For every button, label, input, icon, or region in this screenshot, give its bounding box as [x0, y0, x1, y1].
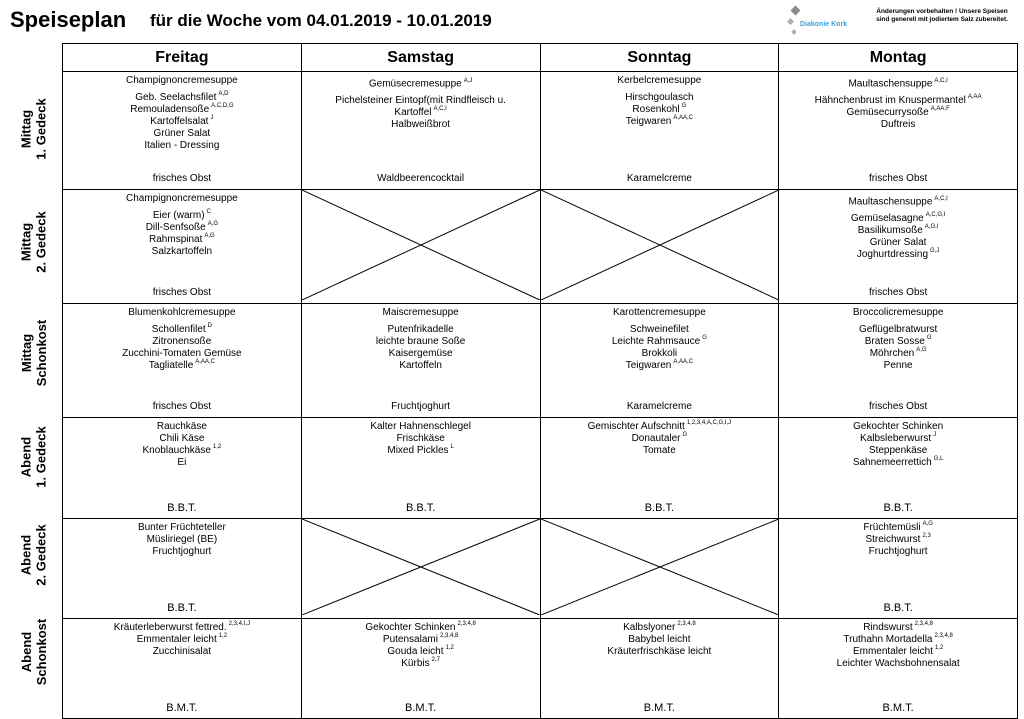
- day-header-row: [63, 44, 1018, 72]
- dish-item: Putenfrikadelle: [387, 324, 454, 335]
- dish-item: Grüner Salat: [869, 237, 927, 249]
- dish-item: Bunter Früchteteller: [137, 522, 226, 533]
- no-meal-cross: [302, 190, 540, 300]
- bread-label: B.B.T.: [405, 502, 436, 514]
- dish-item: Tagliatelle $^{A,AA,C}$: [148, 359, 215, 371]
- dish-item: Frischkäse: [396, 433, 445, 444]
- dish-item: Tomate: [642, 445, 676, 456]
- menu-cell: [779, 519, 1018, 619]
- dish-item: Chili Käse: [159, 433, 205, 444]
- allergen-code: G: [702, 335, 707, 341]
- dish-item: Kartoffelsalat $^J$: [150, 115, 214, 127]
- dessert-item: Karamelcreme: [626, 173, 692, 184]
- menu-cell: [301, 418, 540, 519]
- allergen-code: 2,3,4,8: [457, 621, 476, 627]
- menu-cell: [301, 619, 540, 719]
- allergen-code: A,G: [207, 221, 219, 227]
- allergen-code: 1,2: [212, 444, 222, 450]
- cross-out-icon: [302, 190, 540, 300]
- dish-item: Leichte Rahmsauce $^G$: [611, 335, 707, 347]
- dish-item: Streichwurst $^{2,3}$: [865, 533, 931, 545]
- dish-item: Steppenkäse: [868, 445, 928, 456]
- row-label: Abend Schonkost: [19, 618, 49, 685]
- dish-item: Gekochter Schinken: [853, 421, 944, 432]
- menu-cell: [540, 418, 779, 519]
- day-header-freitag: Freitag: [63, 44, 302, 72]
- bread-label: B.M.T.: [166, 702, 198, 714]
- logo-diamond-icon: [791, 29, 797, 35]
- allergen-code: 2,7: [431, 657, 440, 663]
- page-title: Speiseplan: [10, 7, 127, 32]
- allergen-code: A,C,I: [934, 78, 948, 84]
- allergen-code: A,AA,C: [195, 359, 215, 365]
- allergen-code: A,G: [204, 233, 215, 239]
- day-header-samstag: Samstag: [301, 44, 540, 72]
- row-label: Mittag Schonkost: [19, 319, 49, 386]
- dish-item: Ei: [177, 457, 187, 468]
- dish-item: Putensalami $^{2,3,4,8}$: [382, 633, 459, 645]
- dish-item: Donautaler $^G$: [631, 432, 688, 444]
- dessert-item: Fruchtjoghurt: [391, 401, 451, 412]
- menu-table: [62, 43, 1018, 719]
- menu-row: [63, 418, 1018, 519]
- dish-item: Joghurtdressing $^{G,J}$: [856, 248, 940, 261]
- dessert-item: frisches Obst: [868, 287, 928, 298]
- dish-item: Braten Sosse $^G$: [864, 335, 932, 347]
- allergen-code: G,L: [933, 456, 944, 462]
- dish-item: Müsliriegel (BE): [146, 534, 218, 545]
- dish-item: Hirschgoulasch: [625, 92, 694, 103]
- dish-item: Babybel leicht: [628, 634, 691, 645]
- soup-item: Maultaschensuppe $^{A,C,I}$: [848, 78, 948, 90]
- dish-item: Kräuterfrischkäse leicht: [607, 646, 712, 657]
- logo-diamond-icon: [787, 18, 794, 25]
- dish-item: Gemischter Aufschnitt $^{1,2,3,4,A,C,G,I,J}$: [587, 420, 732, 432]
- bread-label: B.B.T.: [167, 502, 197, 514]
- soup-item: Gemüsecremesuppe $^{A,J}$: [368, 78, 473, 90]
- dish-item: Halbweißbrot: [391, 119, 451, 131]
- menu-cell: [779, 190, 1018, 304]
- diakonie-logo: [786, 5, 866, 39]
- dish-item: Leichter Wachsbohnensalat: [836, 658, 960, 669]
- dish-item: Dill-Senfsoße $^{A,G}$: [145, 221, 219, 233]
- row-label: Mittag 2. Gedeck: [19, 210, 49, 273]
- dish-item: Duftreis: [880, 119, 916, 131]
- allergen-code: 1,2: [218, 633, 228, 639]
- dish-item: Rauchkäse: [156, 421, 207, 432]
- dish-item: Kartoffel $^{A,C,I}$: [394, 106, 447, 119]
- allergen-code: 1,2: [445, 645, 454, 651]
- dish-item: Zitronensoße: [152, 336, 212, 347]
- cross-out-icon: [541, 519, 779, 615]
- dish-item: Rosenkohl $^G$: [632, 103, 687, 115]
- allergen-code: 2,3,4,8: [439, 633, 459, 639]
- allergen-code: G: [681, 103, 687, 109]
- allergen-code: G: [682, 432, 688, 438]
- menu-cell: [301, 304, 540, 418]
- cross-out-icon: [302, 519, 540, 615]
- row-label: Abend 1. Gedeck: [19, 426, 49, 488]
- dessert-item: frisches Obst: [868, 401, 928, 412]
- allergen-code: G: [926, 335, 932, 341]
- dessert-item: frisches Obst: [868, 173, 928, 184]
- dish-item: Brokkoli: [641, 348, 678, 359]
- day-header-sonntag: Sonntag: [540, 44, 779, 72]
- allergen-code: A,AA,C: [673, 359, 694, 365]
- allergen-code: A,AA,C: [673, 115, 694, 121]
- dish-item: Kalbsleberwurst $^J$: [860, 432, 937, 444]
- allergen-code: A,G,I: [924, 224, 939, 231]
- soup-item: Champignoncremesuppe: [126, 75, 238, 86]
- bread-label: B.B.T.: [167, 602, 197, 614]
- menu-cell: [301, 519, 540, 619]
- allergen-code: D: [207, 323, 212, 329]
- bread-label: B.M.T.: [882, 702, 914, 714]
- menu-row: [63, 304, 1018, 418]
- allergen-code: 2,3: [922, 533, 931, 539]
- dish-item: Schweinefilet: [629, 324, 689, 335]
- menu-cell: [779, 304, 1018, 418]
- dish-item: Kalter Hahnenschlegel: [370, 421, 471, 432]
- dish-item: Gemüsecurrysoße $^{A,AA,F}$: [846, 106, 950, 119]
- dish-item: Schollenfilet $^D$: [151, 323, 212, 335]
- menu-cell: [63, 619, 302, 719]
- dessert-item: Waldbeerencocktail: [377, 173, 465, 184]
- dish-item: Truthahn Mortadella $^{2,3,4,8}$: [843, 633, 953, 645]
- no-meal-cross: [541, 519, 779, 615]
- dish-item: Rahmspinat $^{A,G}$: [149, 233, 215, 245]
- dish-item: leichte braune Soße: [375, 336, 466, 347]
- soup-item: Maultaschensuppe $^{A,C,I}$: [848, 196, 948, 208]
- bread-label: B.M.T.: [643, 702, 675, 714]
- menu-row: [63, 619, 1018, 719]
- dish-item: Italien - Dressing: [144, 140, 220, 151]
- dish-item: Sahnemeerrettich $^{G,L}$: [852, 456, 944, 468]
- dish-item: Pichelsteiner Eintopf(mit Rindfleisch u.: [335, 95, 506, 107]
- dish-item: Teigwaren $^{A,AA,C}$: [625, 359, 694, 371]
- row-label: Abend 2. Gedeck: [19, 523, 49, 586]
- soup-item: Broccolicremesuppe: [852, 307, 944, 318]
- row-label: Mittag 1. Gedeck: [19, 97, 49, 160]
- menu-cell: [779, 72, 1018, 190]
- soup-item: Champignoncremesuppe: [126, 193, 238, 204]
- menu-cell: [540, 619, 779, 719]
- dish-item: Rindswurst $^{2,3,4,8}$: [863, 621, 934, 633]
- dish-item: Knoblauchkäse $^{1,2}$: [142, 444, 222, 456]
- logo-diamond-icon: [791, 6, 801, 16]
- allergen-code: A,J: [463, 78, 473, 84]
- dish-item: Fruchtjoghurt: [152, 546, 212, 557]
- allergen-code: A,D: [218, 91, 229, 97]
- dish-item: Gouda leicht $^{1,2}$: [387, 645, 454, 657]
- allergen-code: A,C,I: [934, 196, 948, 202]
- allergen-code: A,C,D,G: [211, 103, 234, 109]
- menu-row: [63, 519, 1018, 619]
- allergen-code: 1,2,3,4,A,C,G,I,J: [686, 420, 732, 426]
- allergen-code: G,J: [930, 248, 940, 255]
- allergen-code: A,AA,F: [930, 106, 950, 113]
- cross-out-icon: [541, 190, 779, 300]
- allergen-code: 2,3,4,8: [934, 633, 953, 639]
- dish-item: Eier (warm) $^C$: [152, 209, 211, 221]
- soup-item: Karottencremesuppe: [612, 307, 706, 318]
- menu-cell: [540, 519, 779, 619]
- dish-item: Grüner Salat: [153, 128, 211, 139]
- dish-item: Zucchinisalat: [152, 646, 212, 657]
- dish-item: Kürbis $^{2,7}$: [401, 657, 440, 669]
- week-range: für die Woche vom 04.01.2019 - 10.01.2019: [150, 11, 492, 30]
- dish-item: Remouladensoße $^{A,C,D,G}$: [130, 103, 234, 115]
- dish-item: Gekochter Schinken $^{2,3,4,8}$: [365, 621, 476, 633]
- dish-item: Emmentaler leicht $^{1,2}$: [136, 633, 228, 645]
- dish-item: Basilikumsoße $^{A,G,I}$: [857, 224, 939, 237]
- allergen-code: A,AA: [967, 94, 982, 101]
- allergen-code: A,C,I: [433, 106, 447, 113]
- menu-cell: [540, 72, 779, 190]
- menu-cell: [63, 304, 302, 418]
- menu-cell: [63, 190, 302, 304]
- soup-item: Blumenkohlcremesuppe: [128, 307, 236, 318]
- dessert-item: frisches Obst: [152, 287, 212, 298]
- dish-item: Früchtemüsli $^{A,G}$: [863, 521, 933, 533]
- dish-item: Geb. Seelachsfilet $^{A,D}$: [135, 91, 229, 103]
- soup-item: Maiscremesuppe: [382, 307, 459, 318]
- dish-item: Kaisergemüse: [388, 348, 453, 359]
- menu-cell: [779, 619, 1018, 719]
- dessert-item: frisches Obst: [152, 173, 212, 184]
- menu-cell: [301, 72, 540, 190]
- dish-item: Kräuterleberwurst fettred. $^{2,3,4,I,J}$: [113, 621, 250, 633]
- menu-row: [63, 190, 1018, 304]
- dish-item: Hähnchenbrust im Knuspermantel $^{A,AA}$: [814, 94, 982, 107]
- allergen-code: A,C,G,I: [925, 212, 946, 219]
- allergen-code: L: [450, 444, 454, 450]
- menu-cell: [63, 72, 302, 190]
- day-header-montag: Montag: [779, 44, 1018, 72]
- allergen-code: 2,3,4,I,J: [228, 621, 250, 627]
- allergen-code: 1,2: [934, 645, 944, 651]
- menu-cell: [540, 190, 779, 304]
- dessert-item: frisches Obst: [152, 401, 212, 412]
- allergen-code: C: [206, 209, 211, 215]
- soup-item: Kerbelcremesuppe: [617, 75, 702, 86]
- menu-cell: [540, 304, 779, 418]
- menu-cell: [301, 190, 540, 304]
- menu-cell: [779, 418, 1018, 519]
- bread-label: B.B.T.: [883, 602, 913, 614]
- menu-cell: [63, 519, 302, 619]
- dish-item: Zucchini-Tomaten Gemüse: [122, 348, 242, 359]
- dessert-item: Karamelcreme: [626, 401, 692, 412]
- allergen-code: J: [933, 432, 937, 438]
- allergen-code: 2,3,4,8: [677, 621, 696, 627]
- disclaimer-note: Änderungen vorbehalten ! Unsere Speisen sind generell mit jodiertem Salz zubereitet.: [876, 8, 1008, 23]
- dish-item: Emmentaler leicht $^{1,2}$: [852, 645, 944, 657]
- dish-item: Fruchtjoghurt: [868, 546, 928, 557]
- bread-label: B.B.T.: [883, 502, 913, 514]
- dish-item: Teigwaren $^{A,AA,C}$: [625, 115, 694, 127]
- bread-label: B.B.T.: [644, 502, 675, 514]
- dish-item: Salzkartoffeln: [151, 246, 213, 257]
- dish-item: Geflügelbratwurst: [858, 324, 938, 335]
- dish-item: Penne: [883, 360, 913, 371]
- allergen-code: J: [210, 115, 214, 121]
- allergen-code: A,G: [916, 347, 927, 353]
- dish-item: Kalbslyoner $^{2,3,4,8}$: [623, 621, 696, 633]
- no-meal-cross: [541, 190, 779, 300]
- dish-item: Möhrchen $^{A,G}$: [869, 347, 927, 359]
- bread-label: B.M.T.: [405, 702, 437, 714]
- logo-text: Diakonie Kork: [800, 21, 848, 28]
- dish-item: Gemüselasagne $^{A,C,G,I}$: [850, 212, 946, 225]
- no-meal-cross: [302, 519, 540, 615]
- menu-row: [63, 72, 1018, 190]
- allergen-code: 2,3,4,8: [914, 621, 934, 627]
- dish-item: Kartoffeln: [399, 360, 442, 371]
- menu-cell: [63, 418, 302, 519]
- dish-item: Mixed Pickles $^L$: [387, 444, 454, 456]
- allergen-code: A,G: [922, 521, 933, 527]
